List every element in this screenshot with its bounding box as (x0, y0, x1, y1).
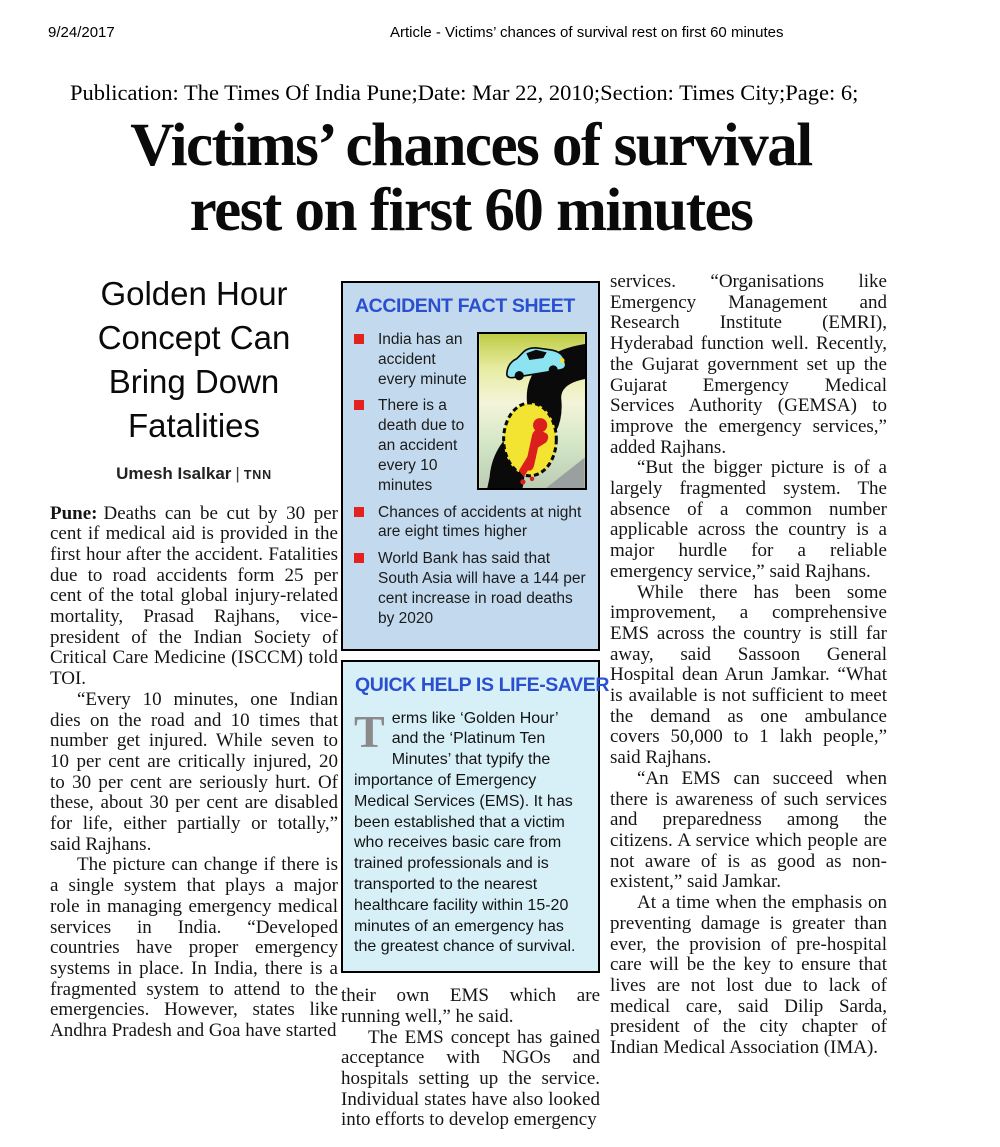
paragraph-text: At a time when the emphasis on preventing damage is greater than ever, the provision of pre-hospital care will be the key to ensure that lives are not lost due to lack of medical care, said Dilip Sarda, president of the city chapter of Indian Medical Association (IMA). (610, 892, 887, 1059)
quick-help-title: QUICK HELP IS LIFE-SAVER (355, 673, 610, 696)
article-paragraph (341, 1028, 600, 1132)
paragraph-text: “But the bigger picture is of a largely fragmented system. The absence of a common number applicable across the country is a major hurdle for a reliable emergency service,” said Rajhans. (610, 457, 887, 582)
right-column-body (610, 272, 887, 1059)
middle-column-body (341, 986, 600, 1131)
drop-cap: T (354, 705, 385, 757)
accident-fact-sheet-box (341, 281, 600, 651)
byline (50, 464, 338, 484)
article-paragraph (610, 769, 887, 893)
right-column (610, 272, 887, 1059)
fact-bullet-text: World Bank has said that South Asia will have a 144 per cent increase in road deaths by 2020 (378, 550, 586, 627)
byline-author: Umesh Isalkar (116, 463, 232, 483)
print-header-title: Article - Victims’ chances of survival rest on first 60 minutes (390, 24, 784, 41)
article-paragraph (341, 986, 600, 1027)
left-column-body (50, 504, 338, 1042)
left-column (50, 272, 338, 1042)
byline-separator: | (235, 463, 240, 483)
fact-bullet-text: Chances of accidents at night are eight times higher (378, 503, 582, 541)
fact-bullet-item (354, 549, 587, 628)
fact-bullet-item (354, 503, 587, 543)
quick-help-body (354, 705, 587, 959)
fact-sheet-title: ACCIDENT FACT SHEET (355, 295, 575, 317)
quick-help-box (341, 660, 610, 974)
paragraph-text: “An EMS can succeed when there is awareness of such services and preparedness among the citizens. A service which people are not aware of is as good as non-existent,” said Jamkar. (610, 767, 887, 893)
article-paragraph (610, 583, 887, 769)
paragraph-text: While there has been some improvement, a comprehensive EMS across the country is still far away, said Sassoon General Hospital dean Arun Jamkar. “What is available is not sufficient to meet the demand as one ambulance covers 50,000 to 1 lakh people,” said Rajhans. (610, 581, 887, 769)
bullet-square-icon (354, 334, 364, 344)
paragraph-text: “Every 10 minutes, one Indian dies on the road and 10 times that number get injured. While seven to 10 per cent are critically injured, 20 to 30 per cent are seriously hurt. Of these, about 30 per cent are disabled for life, either partially or totally,” said Rajhans. (50, 688, 338, 855)
publication-line: Publication: The Times Of India Pune;Date: Mar 22, 2010;Section: Times City;Page: 6; (70, 80, 859, 105)
byline-agency: TNN (243, 467, 272, 482)
article-paragraph (50, 690, 338, 856)
paragraph-text: Deaths can be cut by 30 per cent if medical aid is provided in the first hour after the accident. Fatalities due to road accidents form 25 per cent of the total global injury-related mortality, Prasad Rajhans, vice-president of the Indian Society of Critical Care Medicine (ISCCM) told TOI. (50, 502, 338, 690)
article-paragraph (50, 855, 338, 1041)
bullet-square-icon (354, 507, 364, 517)
headline (55, 114, 887, 243)
paragraph-text: The picture can change if there is a single system that plays a major role in managing emergency medical services in India. “Developed countries have proper emergency systems in place. In India, there is a fragmented system to attend to the emergencies. However, states like Andhra Pradesh and Goa have started (50, 854, 338, 1042)
quick-help-text: erms like ‘Golden Hour’ and the ‘Platinum Ten Minutes’ that typify the importance of Emergency Medical Services (EMS). It has been established that a victim who receives basic care from trained professionals and is transported to the nearest healthcare facility within 15-20 minutes of an emergency has the greatest chance of survival. (354, 709, 576, 956)
bullet-square-icon (354, 553, 364, 563)
paragraph-text: The EMS concept has gained acceptance with NGOs and hospitals setting up the service. Individual states have also looked into efforts to develop emergency (341, 1026, 600, 1131)
article-paragraph (610, 893, 887, 1059)
article-paragraph (610, 458, 887, 582)
fact-bullet-text: India has an accident every minute (378, 331, 467, 388)
accident-illustration-svg (479, 334, 585, 488)
article-paragraph (610, 272, 887, 458)
headline-line2: rest on first 60 minutes (189, 176, 753, 244)
print-header-date: 9/24/2017 (48, 24, 115, 41)
paragraph-text: their own EMS which are running well,” he said. (341, 985, 600, 1027)
paragraph-lead: Pune: (50, 502, 98, 524)
bullet-square-icon (354, 400, 364, 410)
headline-line1: Victims’ chances of survival (130, 112, 812, 179)
middle-column (341, 281, 610, 1131)
standfirst: Golden Hour Concept Can Bring Down Fatalities (97, 275, 291, 444)
fact-bullet-text: There is a death due to an accident every 10 minutes (378, 397, 465, 494)
article-paragraph (50, 504, 338, 690)
paragraph-text: services. “Organisations like Emergency Management and Research Institute (EMRI), Hyderabad function well. Recently, the Gujarat government set up the Gujarat Emergency Medical Services Authority (GEMSA) to improve the emergency services,” added Rajhans. (610, 271, 887, 458)
car-accident-illustration (477, 332, 587, 490)
